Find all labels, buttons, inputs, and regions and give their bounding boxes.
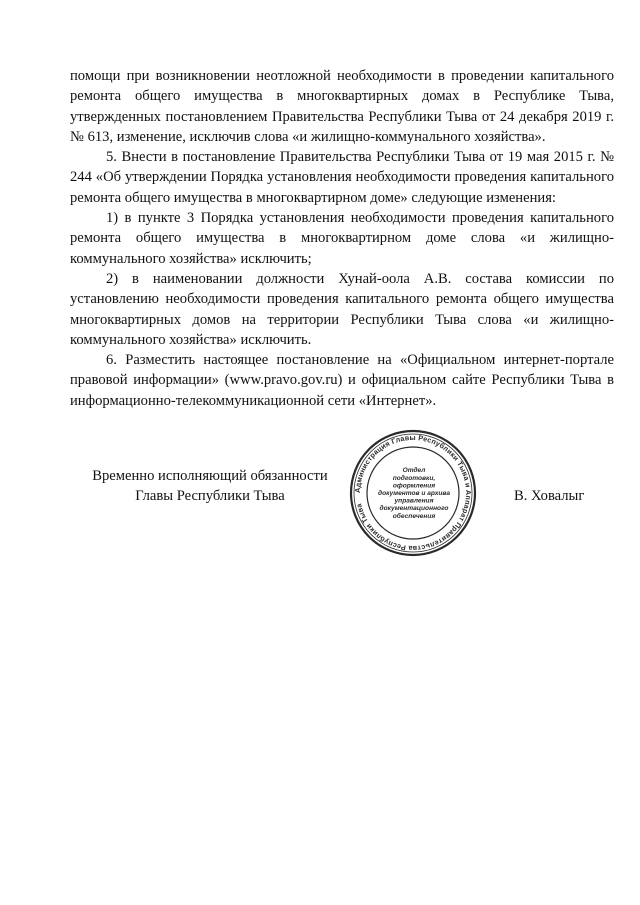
paragraph-subitem-2: 2) в наименовании должности Хунай-оола А.В. состава комиссии по установлению необходимости проведения капитального ремонта общего имущества многоквартирных домов на территории Республики Тыва слова «и жилищно-коммунального хозяйства» исключить. xyxy=(70,270,614,348)
svg-text:управления: управления xyxy=(394,497,434,505)
svg-text:обеспечения: обеспечения xyxy=(392,512,436,520)
svg-text:Отдел: Отдел xyxy=(402,467,426,475)
paragraph-continuation: помощи при возникновении неотложной необходимости в проведении капитального ремонта общего имущества в многоквартирных домах в Республике Тыва, утвержденных постановлением Правительства Республики Тыва от 24 декабря 2019 г. № 613, изменение, исключив слова «и жилищно-коммунального хозяйства». xyxy=(70,68,614,145)
paragraph-item-5: 5. Внести в постановление Правительства Республики Тыва от 19 мая 2015 г. № 244 «Об утверждении Порядка установления необходимости проведения капитального ремонта общего имущества в многоквартирном доме» следующие изменения: xyxy=(70,149,614,206)
body-text xyxy=(70,66,614,411)
svg-text:Администрация Главы Республики: Администрация Главы Республики Тыва и Аппарат Правительства Республики Тыва xyxy=(352,432,474,554)
signatory-position-line2: Главы Республики Тыва xyxy=(135,488,285,504)
paragraph-subitem-1: 1) в пункте 3 Порядка установления необходимости проведения капитального ремонта общего имущества в многоквартирном доме слова «и жилищно-коммунального хозяйства» исключить; xyxy=(70,210,614,267)
svg-text:документов и архива: документов и архива xyxy=(378,490,450,497)
svg-text:подготовки,: подготовки, xyxy=(392,474,436,482)
signatory-name: В. Ховалыг xyxy=(514,488,585,504)
official-seal xyxy=(348,428,478,558)
paragraph-item-6: 6. Разместить настоящее постановление на «Официальном интернет-портале правовой информации» (www.pravo.gov.ru) и официальном сайте Республики Тыва в информационно-телекоммуникационной сети «Интернет». xyxy=(70,352,614,409)
svg-text:оформления: оформления xyxy=(392,482,436,490)
signatory-position xyxy=(70,466,350,506)
svg-text:документационного: документационного xyxy=(379,505,449,513)
signatory-position-line1: Временно исполняющий обязанности xyxy=(92,468,328,484)
